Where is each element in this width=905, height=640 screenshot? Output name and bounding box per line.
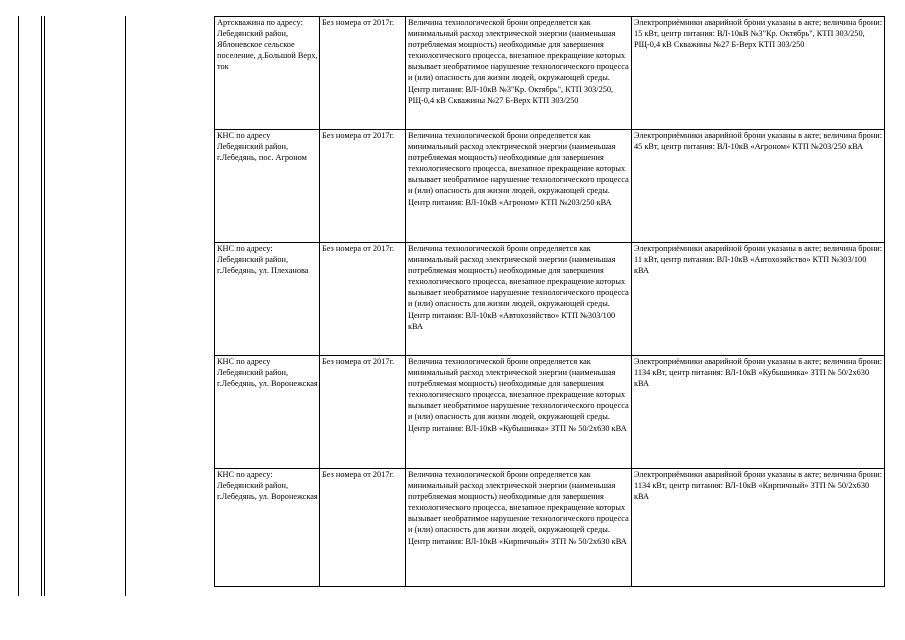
number-cell: Без номера от 2017г. [320,17,406,130]
reserve-table [214,16,885,587]
description-cell: Величина технологической брони определяется как минимальный расход электрической энергии (наименьшая потребляемая мощность) необходимые для завершения технологического процесса, внезапное прекращение которых вызывает необратимое нарушение технологического процесса и (или) опасность для жизни людей, окружающей среды. Центр питания: ВЛ-10кВ «Агроном» КТП №203/250 кВА [406,130,632,243]
table-row [215,243,885,356]
table-row [215,356,885,469]
left-margin-rule-4 [125,16,126,596]
description-cell: Величина технологической брони определяется как минимальный расход электрической энергии (наименьшая потребляемая мощность) необходимые для завершения технологического процесса, внезапное прекращение которых вызывает необратимое нарушение технологического процесса и (или) опасность для жизни людей, окружающей среды. Центр питания: ВЛ-10кВ «Автохозяйство» КТП №303/100 кВА [406,243,632,356]
object-cell: КНС по адресу Лебедянский район, г.Лебедянь, ул. Воронежская [215,356,320,469]
left-margin-rule-2 [41,16,42,596]
note-cell: Электроприёмники аварийной брони указаны в акте; величина брони: 11 кВт, центр питания: ВЛ-10кВ «Автохозяйство» КТП №303/100 кВА [632,243,885,356]
object-cell: КНС по адресу: Лебедянский район, г.Лебедянь, ул. Воронежская [215,469,320,587]
description-cell: Величина технологической брони определяется как минимальный расход электрической энергии (наименьшая потребляемая мощность) необходимые для завершения технологического процесса, внезапное прекращение которых вызывает необратимое нарушение технологического процесса и (или) опасность для жизни людей, окружающей среды. Центр питания: ВЛ-10кВ №3"Кр. Октябрь", КТП 303/250, РЩ-0,4 кВ Скважины №27 Б-Верх КТП 303/250 [406,17,632,130]
description-cell: Величина технологической брони определяется как минимальный расход электрической энергии (наименьшая потребляемая мощность) необходимые для завершения технологического процесса, внезапное прекращение которых вызывает необратимое нарушение технологического процесса и (или) опасность для жизни людей, окружающей среды. Центр питания: ВЛ-10кВ «Кирпичный» ЗТП № 50/2х630 кВА [406,469,632,587]
note-cell: Электроприёмники аварийной брони указаны в акте; величина брони: 45 кВт, центр питания: ВЛ-10кВ «Агроном» КТП №203/250 кВА [632,130,885,243]
table-row [215,469,885,587]
table-row [215,17,885,130]
number-cell: Без номера от 2017г. [320,130,406,243]
table-row [215,130,885,243]
object-cell: Артскважина по адресу: Лебедянский район, Яблоневское сельское поселение, д.Большой Верх, ток [215,17,320,130]
left-margin-rule-1 [18,16,19,596]
note-cell: Электроприёмники аварийной брони указаны в акте; величина брони: 15 кВт, центр питания: ВЛ-10кВ №3"Кр. Октябрь", КТП 303/250, РЩ-0,4 кВ Скважины №27 Б-Верх КТП 303/250 [632,17,885,130]
left-margin-rule-3 [44,16,45,596]
description-cell: Величина технологической брони определяется как минимальный расход электрической энергии (наименьшая потребляемая мощность) необходимые для завершения технологического процесса, внезапное прекращение которых вызывает необратимое нарушение технологического процесса и (или) опасность для жизни людей, окружающей среды. Центр питания: ВЛ-10кВ «Кубышинка» ЗТП № 50/2х630 кВА [406,356,632,469]
number-cell: Без номера от 2017г. [320,356,406,469]
number-cell: Без номера от 2017г. [320,469,406,587]
object-cell: КНС по адресу Лебедянский район, г.Лебедянь, пос. Агроном [215,130,320,243]
note-cell: Электроприёмники аварийной брони указаны в акте; величина брони: 1134 кВт, центр питания: ВЛ-10кВ «Кубышинка» ЗТП № 50/2х630 кВА [632,356,885,469]
note-cell: Электроприёмники аварийной брони указаны в акте; величина брони: 1134 кВт, центр питания: ВЛ-10кВ «Кирпичный» ЗТП № 50/2х630 кВА [632,469,885,587]
number-cell: Без номера от 2017г. [320,243,406,356]
object-cell: КНС по адресу: Лебедянский район, г.Лебедянь, ул. Плеханова [215,243,320,356]
